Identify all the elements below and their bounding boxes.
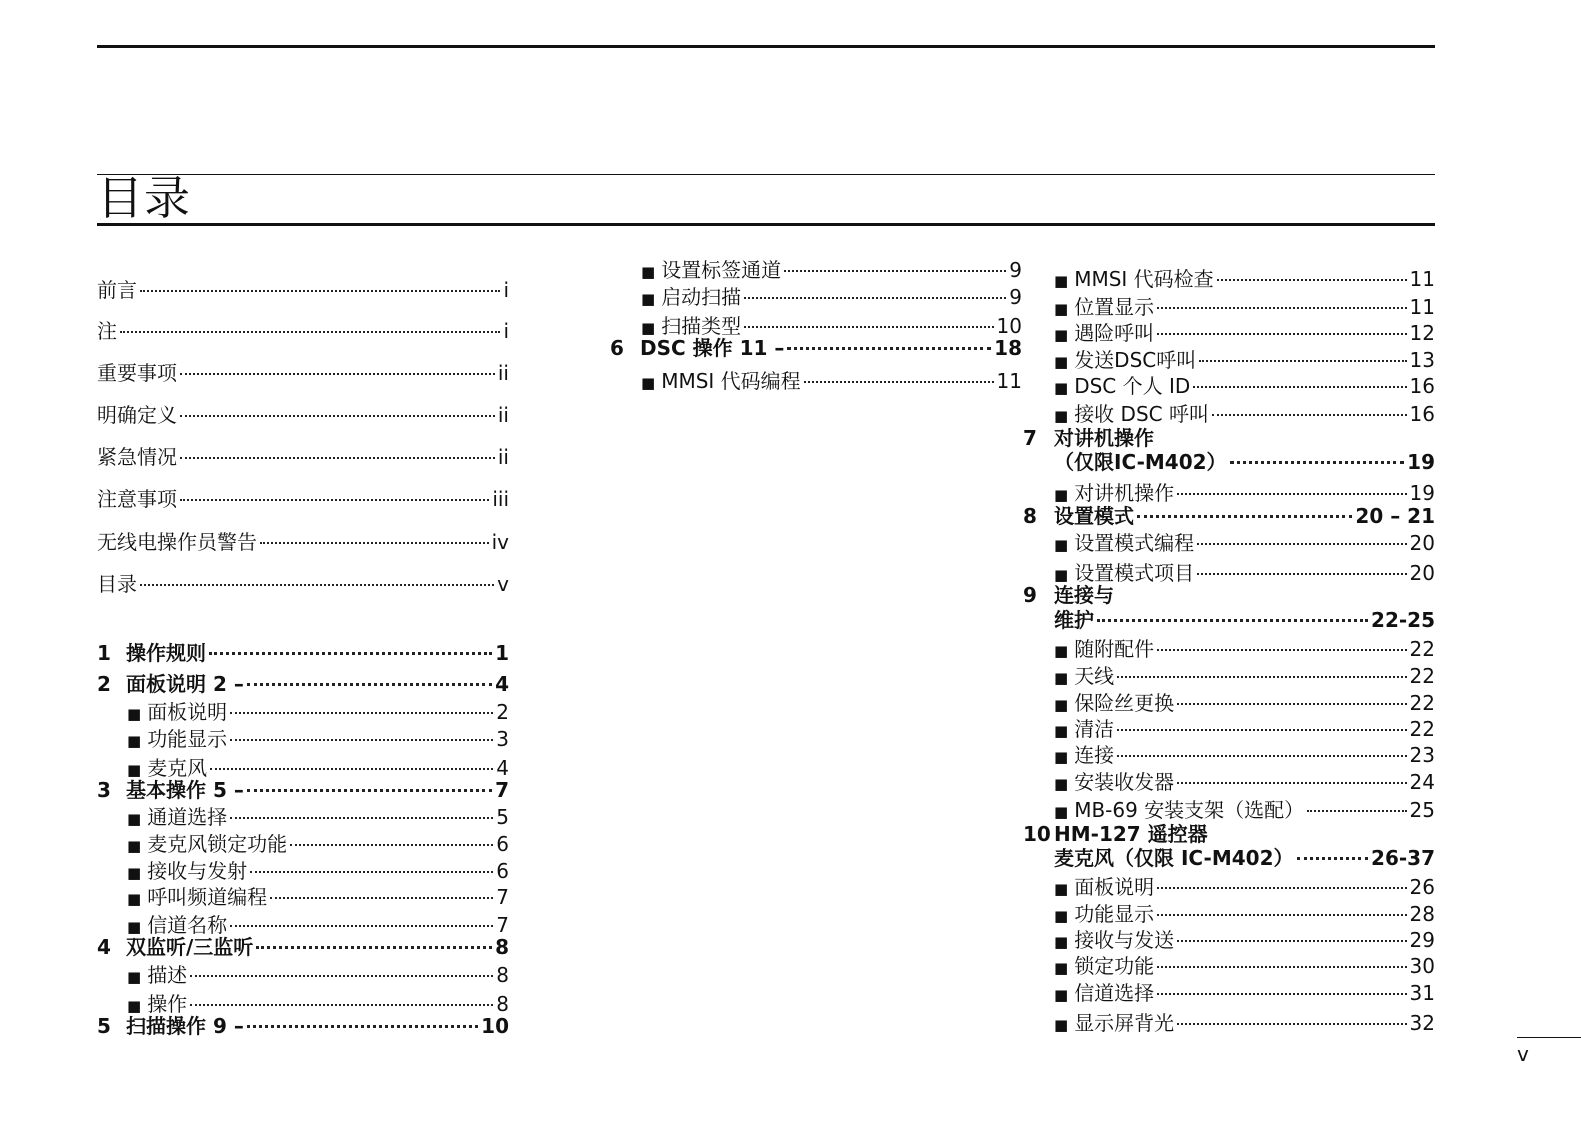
toc-entry[interactable] [641, 284, 1022, 310]
toc-entry-label: MMSI 代码检查 [1074, 267, 1214, 291]
bullet-square-icon: ■ [1054, 353, 1069, 371]
bullet-square-icon: ■ [1054, 642, 1069, 660]
toc-entry-page: 11 [1409, 295, 1435, 319]
toc-entry[interactable] [1054, 953, 1435, 979]
toc-entry-label: 面板说明 [147, 700, 228, 724]
toc-entry-page: 11 [996, 369, 1022, 393]
bullet-square-icon: ■ [127, 890, 142, 908]
toc-chapter-continued[interactable] [1054, 607, 1435, 633]
dot-leader [1157, 914, 1406, 916]
toc-entry-page: 8 [496, 963, 509, 987]
toc-entry-page: 31 [1409, 981, 1435, 1005]
toc-entry-page: iv [491, 530, 509, 554]
dot-leader [230, 739, 493, 741]
toc-entry-label: 显示屏背光 [1074, 1011, 1175, 1035]
chapter-number: 6 [610, 336, 624, 360]
toc-entry-front[interactable] [97, 529, 509, 555]
dot-leader [1097, 619, 1368, 622]
toc-entry-label: 功能显示 [1074, 902, 1155, 926]
toc-entry-label: 设置模式项目 [1074, 561, 1195, 585]
toc-entry-front[interactable] [97, 444, 509, 470]
toc-entry-page: 32 [1409, 1011, 1435, 1035]
toc-chapter[interactable] [97, 1013, 509, 1039]
toc-chapter[interactable] [1023, 503, 1435, 529]
toc-entry[interactable] [641, 368, 1022, 394]
toc-entry-label: 清洁 [1074, 717, 1115, 741]
toc-entry-page: 19 [1407, 450, 1435, 474]
bullet-square-icon: ■ [1054, 933, 1069, 951]
bullet-square-icon: ■ [1054, 986, 1069, 1004]
toc-entry[interactable] [1054, 663, 1435, 689]
toc-entry-label: 发送DSC呼叫 [1074, 348, 1197, 372]
toc-entry-page: 22 [1409, 717, 1435, 741]
dot-leader [1177, 940, 1406, 942]
bullet-square-icon: ■ [1054, 300, 1069, 318]
dot-leader [1117, 676, 1406, 678]
dot-leader [120, 331, 500, 333]
toc-entry-page: 20 – 21 [1355, 504, 1435, 528]
toc-entry-page: 26-37 [1371, 846, 1435, 870]
dot-leader [256, 946, 492, 949]
toc-entry-page: 26 [1409, 875, 1435, 899]
dot-leader [787, 347, 991, 350]
toc-entry-label: 紧急情况 [97, 445, 177, 469]
dot-leader [230, 817, 493, 819]
toc-chapter[interactable] [97, 640, 509, 666]
toc-entry-page: 8 [496, 992, 509, 1016]
dot-leader [180, 499, 489, 501]
toc-entry-label: 对讲机操作 [1054, 426, 1154, 450]
bullet-square-icon: ■ [1054, 722, 1069, 740]
toc-entry-label: 麦克风 [147, 756, 208, 780]
toc-entry[interactable] [127, 699, 509, 725]
toc-entry-page: v [497, 572, 509, 596]
dot-leader [180, 457, 495, 459]
dot-leader [1137, 515, 1352, 518]
toc-entry-front[interactable] [97, 277, 509, 303]
toc-entry-page: 3 [496, 727, 509, 751]
bullet-square-icon: ■ [1054, 326, 1069, 344]
bullet-square-icon: ■ [127, 968, 142, 986]
toc-entry-label: 呼叫频道编程 [147, 885, 268, 909]
toc-entry-label: 面板说明 2 – [126, 672, 244, 696]
toc-entry-label: 连接与 [1054, 583, 1114, 607]
toc-chapter-continued[interactable] [1054, 449, 1435, 475]
toc-entry[interactable] [127, 884, 509, 910]
toc-entry-label: 信道选择 [1074, 981, 1155, 1005]
toc-entry-label: 天线 [1074, 664, 1115, 688]
toc-entry-page: 23 [1409, 743, 1435, 767]
bullet-square-icon: ■ [1054, 407, 1069, 425]
toc-entry-label: MB-69 安装支架（选配） [1074, 798, 1305, 822]
toc-entry-page: 13 [1409, 348, 1435, 372]
toc-entry[interactable] [1054, 347, 1435, 373]
toc-entry-label: MMSI 代码编程 [661, 369, 801, 393]
dot-leader [1157, 993, 1406, 995]
toc-entry-label: 前言 [97, 278, 137, 302]
toc-entry-label: 操作规则 [126, 641, 206, 665]
bullet-square-icon: ■ [1054, 566, 1069, 584]
toc-chapter[interactable] [97, 671, 509, 697]
toc-entry-front[interactable] [97, 402, 509, 428]
chapter-number: 8 [1023, 504, 1037, 528]
dot-leader [1197, 543, 1406, 545]
dot-leader [190, 975, 493, 977]
toc-entry-label: 对讲机操作 [1074, 481, 1175, 505]
toc-chapter-continued[interactable] [1054, 845, 1435, 871]
bullet-square-icon: ■ [127, 837, 142, 855]
toc-entry-page: 10 [481, 1014, 509, 1038]
dot-leader [1157, 307, 1406, 309]
toc-entry[interactable] [1054, 769, 1435, 795]
dot-leader [1177, 703, 1406, 705]
toc-entry[interactable] [1054, 530, 1435, 556]
toc-entry-page: 22 [1409, 664, 1435, 688]
dot-leader [1197, 573, 1406, 575]
toc-entry-front[interactable] [97, 318, 509, 344]
page-number-rule [1517, 1037, 1581, 1038]
bullet-square-icon: ■ [1054, 669, 1069, 687]
toc-entry-label: 注意事项 [97, 487, 177, 511]
dot-leader [1307, 810, 1406, 812]
dot-leader [784, 270, 1006, 272]
dot-leader [247, 1025, 478, 1028]
toc-entry-label: 锁定功能 [1074, 954, 1155, 978]
bullet-square-icon: ■ [1054, 696, 1069, 714]
toc-entry-label: 麦克风（仅限 IC-M402） [1054, 846, 1294, 870]
toc-entry-label: 重要事项 [97, 361, 177, 385]
toc-entry[interactable] [1054, 716, 1435, 742]
toc-entry-label: 维护 [1054, 608, 1094, 632]
toc-entry-page: 12 [1409, 321, 1435, 345]
dot-leader [247, 683, 492, 686]
toc-entry[interactable] [1054, 320, 1435, 346]
toc-entry-page: 22-25 [1371, 608, 1435, 632]
dot-leader [1212, 414, 1407, 416]
toc-entry-label: 功能显示 [147, 727, 228, 751]
toc-entry-page: 7 [495, 778, 509, 802]
bullet-square-icon: ■ [641, 374, 656, 392]
bullet-square-icon: ■ [641, 263, 656, 281]
toc-entry-page: 7 [496, 913, 509, 937]
toc-entry-page: 16 [1409, 402, 1435, 426]
toc-entry[interactable] [127, 831, 509, 857]
dot-leader [140, 584, 494, 586]
toc-entry-label: 接收 DSC 呼叫 [1074, 402, 1209, 426]
bullet-square-icon: ■ [641, 290, 656, 308]
bullet-square-icon: ■ [1054, 907, 1069, 925]
toc-chapter[interactable] [1023, 821, 1208, 847]
chapter-number: 9 [1023, 583, 1037, 607]
dot-leader [1157, 333, 1406, 335]
chapter-number: 5 [97, 1014, 111, 1038]
toc-entry-page: 28 [1409, 902, 1435, 926]
toc-entry-page: 4 [495, 672, 509, 696]
chapter-number: 1 [97, 641, 111, 665]
dot-leader [290, 844, 493, 846]
toc-entry-page: 20 [1409, 531, 1435, 555]
toc-entry-page: 29 [1409, 928, 1435, 952]
dot-leader [210, 768, 493, 770]
toc-entry-label: 注 [97, 319, 117, 343]
toc-entry-label: 设置模式 [1054, 504, 1134, 528]
dot-leader [1157, 887, 1406, 889]
toc-entry[interactable] [1054, 980, 1435, 1006]
chapter-number: 10 [1023, 822, 1051, 846]
toc-entry-page: 1 [495, 641, 509, 665]
toc-entry-page: 8 [495, 935, 509, 959]
dot-leader [247, 789, 492, 792]
toc-entry[interactable] [1054, 294, 1435, 320]
toc-entry-label: 保险丝更换 [1074, 691, 1175, 715]
toc-chapter[interactable] [97, 777, 509, 803]
toc-entry[interactable] [127, 804, 509, 830]
dot-leader [1217, 279, 1407, 281]
toc-entry-page: 25 [1409, 798, 1435, 822]
dot-leader [230, 925, 493, 927]
bullet-square-icon: ■ [1054, 748, 1069, 766]
dot-leader [744, 297, 1006, 299]
toc-entry-label: 位置显示 [1074, 295, 1155, 319]
toc-entry-page: 7 [496, 885, 509, 909]
dot-leader [1297, 857, 1369, 860]
dot-leader [1157, 966, 1406, 968]
dot-leader [260, 542, 489, 544]
toc-entry-page: 2 [496, 700, 509, 724]
dot-leader [1177, 1023, 1406, 1025]
toc-entry-label: 设置标签通道 [661, 258, 782, 282]
bullet-square-icon: ■ [1054, 536, 1069, 554]
bullet-square-icon: ■ [641, 319, 656, 337]
toc-entry[interactable] [1054, 266, 1435, 292]
toc-entry-label: 通道选择 [147, 805, 228, 829]
toc-entry-page: 16 [1409, 374, 1435, 398]
bullet-square-icon: ■ [1054, 775, 1069, 793]
toc-chapter[interactable] [97, 934, 509, 960]
toc-entry-label: 设置模式编程 [1074, 531, 1195, 555]
dot-leader [1157, 649, 1406, 651]
toc-entry-label: 安装收发器 [1074, 770, 1175, 794]
dot-leader [1193, 386, 1406, 388]
dot-leader [209, 652, 492, 655]
toc-entry-page: 9 [1009, 285, 1022, 309]
page-number: v [1517, 1042, 1529, 1066]
bullet-square-icon: ■ [1054, 379, 1069, 397]
toc-entry-page: ii [497, 361, 509, 385]
page-title: 目录 [97, 171, 191, 225]
toc-entry-front[interactable] [97, 571, 509, 597]
dot-leader [804, 381, 994, 383]
toc-entry-label: 目录 [97, 572, 137, 596]
dot-leader [744, 326, 993, 328]
dot-leader [1199, 360, 1406, 362]
title-bottom-rule [97, 223, 1435, 226]
bullet-square-icon: ■ [127, 810, 142, 828]
toc-entry-label: 接收与发送 [1074, 928, 1175, 952]
toc-entry-page: 11 [1409, 267, 1435, 291]
toc-entry-page: 24 [1409, 770, 1435, 794]
chapter-number: 7 [1023, 426, 1037, 450]
toc-entry-label: 面板说明 [1074, 875, 1155, 899]
toc-entry-label: 接收与发射 [147, 859, 248, 883]
chapter-number: 3 [97, 778, 111, 802]
toc-entry-label: 连接 [1074, 743, 1115, 767]
toc-entry[interactable] [641, 257, 1022, 283]
bullet-square-icon: ■ [127, 705, 142, 723]
toc-entry-label: 操作 [147, 992, 188, 1016]
toc-entry-page: 18 [994, 336, 1022, 360]
bullet-square-icon: ■ [1054, 803, 1069, 821]
chapter-number: 4 [97, 935, 111, 959]
toc-entry-label: 基本操作 5 – [126, 778, 244, 802]
toc-entry[interactable] [1054, 1010, 1435, 1036]
toc-entry-page: 10 [996, 314, 1022, 338]
toc-entry-page: ii [497, 445, 509, 469]
toc-entry-page: i [503, 319, 509, 343]
toc-entry-page: 19 [1409, 481, 1435, 505]
toc-entry-label: 明确定义 [97, 403, 177, 427]
toc-entry-label: DSC 个人 ID [1074, 374, 1191, 398]
bullet-square-icon: ■ [127, 997, 142, 1015]
toc-entry[interactable] [1054, 874, 1435, 900]
toc-entry-page: 5 [496, 805, 509, 829]
toc-entry-page: 22 [1409, 637, 1435, 661]
bullet-square-icon: ■ [1054, 880, 1069, 898]
toc-entry-page: 6 [496, 832, 509, 856]
toc-entry[interactable] [1054, 927, 1435, 953]
toc-entry-page: 30 [1409, 954, 1435, 978]
dot-leader [270, 897, 493, 899]
toc-entry-label: 遇险呼叫 [1074, 321, 1155, 345]
dot-leader [1117, 755, 1406, 757]
toc-entry[interactable] [1054, 401, 1435, 427]
dot-leader [190, 1004, 493, 1006]
toc-entry-front[interactable] [97, 360, 509, 386]
toc-entry-label: HM-127 遥控器 [1054, 822, 1208, 846]
dot-leader [230, 712, 493, 714]
dot-leader [1177, 782, 1406, 784]
bullet-square-icon: ■ [1054, 959, 1069, 977]
toc-entry[interactable] [127, 962, 509, 988]
bullet-square-icon: ■ [127, 761, 142, 779]
toc-entry-label: DSC 操作 11 – [640, 336, 785, 360]
toc-chapter[interactable] [610, 335, 1022, 361]
dot-leader [140, 290, 500, 292]
toc-entry-page: i [503, 278, 509, 302]
toc-entry[interactable] [1054, 636, 1435, 662]
bullet-square-icon: ■ [1054, 1016, 1069, 1034]
toc-entry-front[interactable] [97, 486, 509, 512]
dot-leader [180, 373, 495, 375]
chapter-number: 2 [97, 672, 111, 696]
title-top-rule [97, 174, 1435, 175]
bullet-square-icon: ■ [1054, 272, 1069, 290]
toc-entry[interactable] [1054, 901, 1435, 927]
toc-entry-page: 4 [496, 756, 509, 780]
toc-entry-page: 20 [1409, 561, 1435, 585]
toc-entry-page: ii [497, 403, 509, 427]
toc-chapter[interactable] [1023, 425, 1154, 451]
toc-entry[interactable] [1054, 742, 1435, 768]
toc-entry[interactable] [127, 726, 509, 752]
toc-entry[interactable] [1054, 797, 1435, 823]
toc-entry-page: 22 [1409, 691, 1435, 715]
toc-entry-label: 扫描操作 9 – [126, 1014, 244, 1038]
toc-entry-label: 无线电操作员警告 [97, 530, 257, 554]
dot-leader [250, 871, 493, 873]
top-rule [97, 45, 1435, 48]
toc-entry-label: 双监听/三监听 [126, 935, 254, 959]
toc-entry-label: 启动扫描 [661, 285, 742, 309]
toc-entry-label: 麦克风锁定功能 [147, 832, 288, 856]
dot-leader [180, 415, 495, 417]
toc-entry-label: 扫描类型 [661, 314, 742, 338]
dot-leader [1177, 493, 1406, 495]
toc-entry-label: （仅限IC-M402） [1054, 450, 1227, 474]
toc-entry-page: 9 [1009, 258, 1022, 282]
bullet-square-icon: ■ [127, 918, 142, 936]
dot-leader [1117, 729, 1406, 731]
toc-chapter[interactable] [1023, 582, 1114, 608]
toc-entry[interactable] [127, 858, 509, 884]
bullet-square-icon: ■ [1054, 486, 1069, 504]
bullet-square-icon: ■ [127, 864, 142, 882]
toc-entry-label: 描述 [147, 963, 188, 987]
toc-entry-label: 随附配件 [1074, 637, 1155, 661]
toc-entry[interactable] [1054, 690, 1435, 716]
bullet-square-icon: ■ [127, 732, 142, 750]
toc-entry-page: iii [492, 487, 509, 511]
toc-entry-page: 6 [496, 859, 509, 883]
toc-entry-label: 信道名称 [147, 913, 228, 937]
toc-entry[interactable] [1054, 373, 1435, 399]
dot-leader [1230, 461, 1405, 464]
